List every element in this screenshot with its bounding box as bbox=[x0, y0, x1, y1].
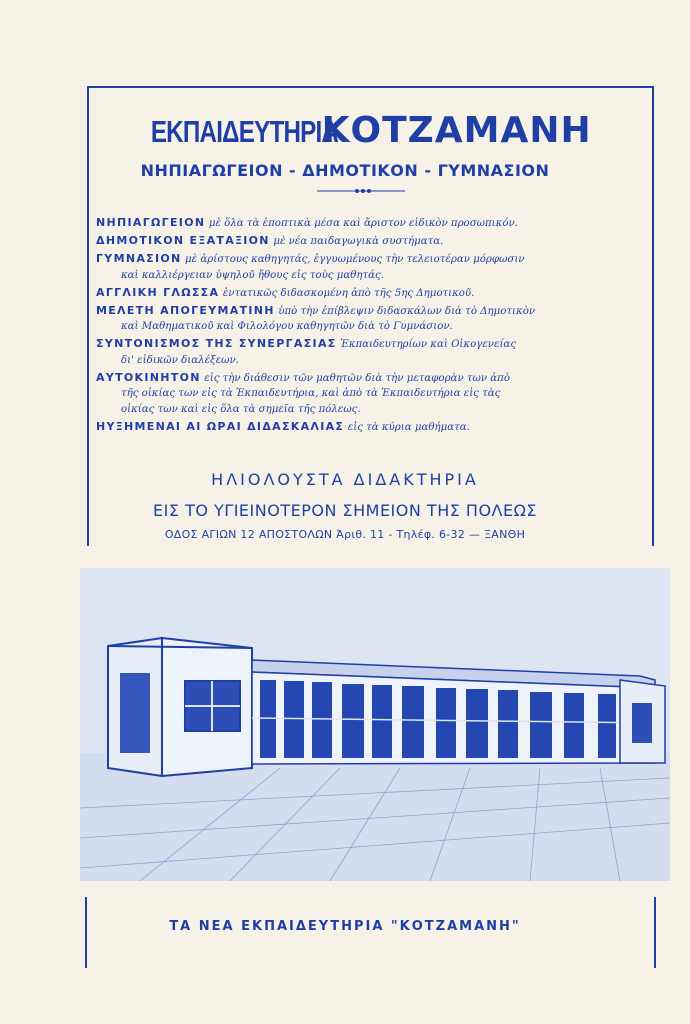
item-text: τῆς οἰκίας των εἰς τὰ Ἐκπαιδευτήρια, καὶ ἀπὸ τὰ Ἐκπαιδευτήρια εἰς τὰς bbox=[121, 388, 501, 399]
item-text: μὲ νέα παιδαγωγικὰ συστήματα. bbox=[273, 236, 444, 247]
list-item bbox=[96, 215, 651, 232]
item-keyword: ΗΥΞΗΜΕΝΑΙ ΑΙ ΩΡΑΙ ΔΙΔΑΣΚΑΛΙΑΣ bbox=[96, 419, 345, 433]
list-item bbox=[96, 303, 651, 335]
list-item bbox=[96, 370, 651, 418]
sunlit-classrooms-heading: ΗΛΙΟΛΟΥΣΤΑ ΔΙΔΑΚΤΗΡΙΑ bbox=[211, 470, 479, 489]
item-keyword: ΜΕΛΕΤΗ ΑΠΟΓΕΥΜΑΤΙΝΗ bbox=[96, 303, 275, 317]
page-title bbox=[0, 110, 690, 151]
list-item bbox=[96, 285, 651, 302]
location-heading: ΕΙΣ ΤΟ ΥΓΙΕΙΝΟΤΕΡΟΝ ΣΗΜΕΙΟΝ ΤΗΣ ΠΟΛΕΩΣ bbox=[153, 501, 537, 520]
photo-caption: ΤΑ ΝΕΑ ΕΚΠΑΙΔΕΥΤΗΡΙΑ "ΚΟΤΖΑΜΑΝΗ" bbox=[169, 919, 521, 934]
item-text: καὶ καλλιέργειαν ὑψηλοῦ ἤθους εἰς τοὺς μαθητάς. bbox=[121, 269, 384, 281]
subtitle: ΝΗΠΙΑΓΩΓΕΙΟΝ - ΔΗΜΟΤΙΚΟΝ - ΓΥΜΝΑΣΙΟΝ bbox=[140, 161, 550, 180]
item-text: δι' εἰδικῶν διαλέξεων. bbox=[121, 354, 239, 366]
item-text: καὶ Μαθηματικοῦ καὶ Φιλολόγου καθηγητῶν διὰ τὸ Γυμνάσιον. bbox=[121, 321, 453, 332]
item-text: οἰκίας των καὶ εἰς ὅλα τὰ σημεῖα τῆς πόλεως. bbox=[121, 403, 361, 415]
item-keyword: ΓΥΜΝΑΣΙΟΝ bbox=[96, 252, 182, 265]
item-text: ἐντατικῶς διδασκομένη ἀπὸ τῆς 5ης Δημοτικοῦ. bbox=[222, 287, 475, 299]
item-keyword: ΣΥΝΤΟΝΙΣΜΟΣ ΤΗΣ ΣΥΝΕΡΓΑΣΙΑΣ bbox=[96, 337, 337, 350]
item-keyword: ΔΗΜΟΤΙΚΟΝ ΕΞΑΤΑΞΙΟΝ bbox=[96, 234, 270, 247]
item-text: μὲ ὅλα τὰ ἐποπτικὰ μέσα καὶ ἄριστον εἰδικὸν προσωπικόν. bbox=[208, 218, 518, 229]
item-keyword: ΑΓΓΛΙΚΗ ΓΛΩΣΣΑ bbox=[96, 285, 220, 299]
school-building-photo bbox=[80, 568, 670, 881]
title-word-name: ΚΟΤΖΑΜΑΝΗ bbox=[321, 110, 592, 151]
item-text: ὑπὸ τὴν ἐπίβλεψιν διδασκάλων διὰ τὸ Δημοτικὸν bbox=[278, 305, 536, 317]
item-text: μὲ ἀρίστους καθηγητάς, ἐγγυωμένους τὴν τελειοτέραν μόρφωσιν bbox=[185, 254, 525, 265]
list-item bbox=[96, 419, 651, 436]
address-line: ΟΔΟΣ ΑΓΙΩΝ 12 ΑΠΟΣΤΟΛΩΝ Ἀριθ. 11 - Τηλέφ. 6-32 — ΞΑΝΘΗ bbox=[164, 528, 526, 541]
list-item bbox=[96, 233, 651, 250]
list-item bbox=[96, 336, 651, 368]
item-keyword: ΝΗΠΙΑΓΩΓΕΙΟΝ bbox=[96, 216, 206, 229]
item-keyword: ΑΥΤΟΚΙΝΗΤΟΝ bbox=[96, 370, 201, 384]
item-text: εἰς τὰ κύρια μαθήματα. bbox=[347, 421, 470, 433]
item-text: εἰς τὴν διάθεσιν τῶν μαθητῶν διὰ τὴν μεταφορὰν των ἀπὸ bbox=[204, 372, 510, 384]
title-word-schools: ΕΚΠΑΙΔΕΥΤΗΡΙΑ bbox=[151, 114, 339, 149]
item-text: Ἐκπαιδευτηρίων καὶ Οἰκογενείας bbox=[340, 339, 517, 350]
ornament-divider bbox=[317, 187, 405, 195]
features-list bbox=[96, 215, 651, 437]
list-item bbox=[96, 251, 651, 283]
